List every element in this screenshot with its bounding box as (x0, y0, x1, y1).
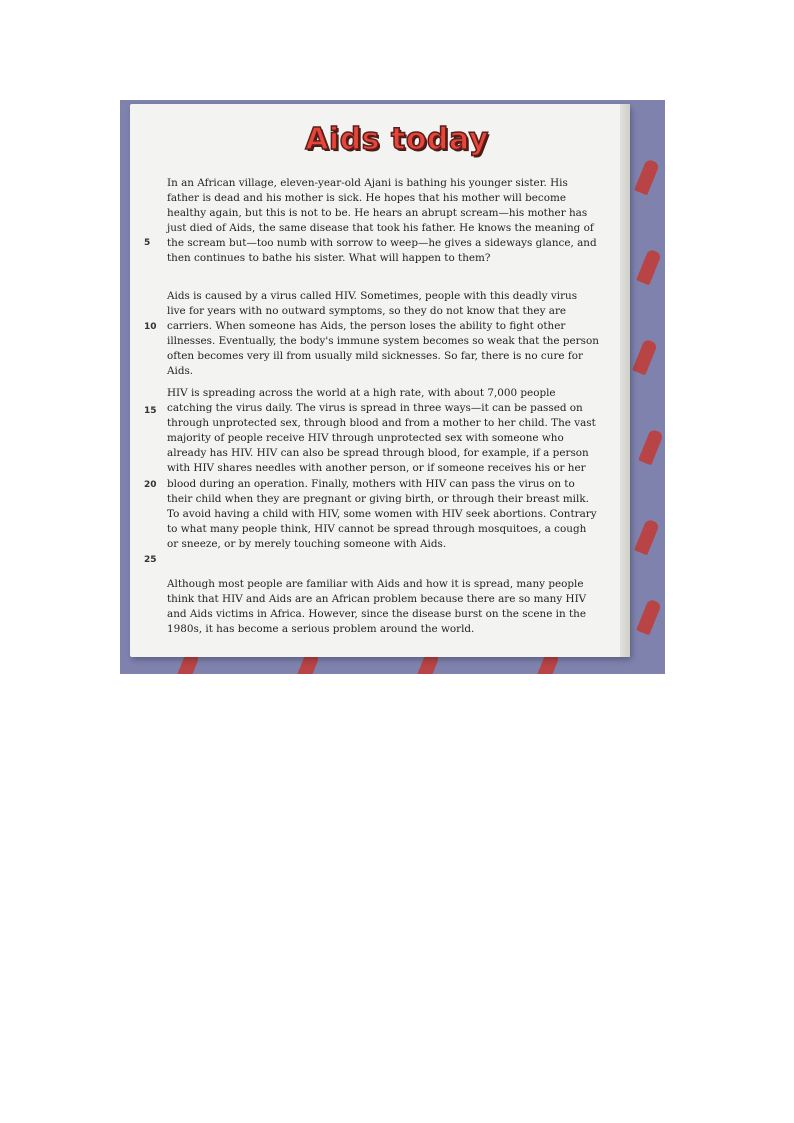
page-title: Aids today (305, 122, 489, 157)
ribbon-decoration (634, 519, 660, 556)
paragraph-1 (167, 176, 599, 267)
line-number: 15 (144, 406, 157, 416)
ribbon-decoration (638, 429, 664, 466)
paragraph-text: HIV is spreading across the world at a high rate, with about 7,000 people catching the virus daily. The virus is spread in three ways—it can be passed on through unprotected sex, through blood and from a mother to her child. The vast majority of people receive HIV through unprotected sex with someone who already has HIV. HIV can also be spread through blood, for example, if a person with HIV shares needles with another person, or if someone receives his or her blood during an operation. Finally, mothers with HIV can pass the virus on to their child when they are pregnant or giving birth, or through their breast milk. To avoid having a child with HIV, some women with HIV seek abortions. Contrary to what many people think, HIV cannot be spread through mosquitoes, a cough or sneeze, or by merely touching someone with Aids. (167, 387, 597, 550)
paragraph-4 (167, 577, 599, 637)
paragraph-text: In an African village, eleven-year-old Ajani is bathing his younger sister. His father is dead and his mother is sick. He hopes that his mother will become healthy again, but this is not to be. He hears an abrupt scream—his mother has just died of Aids, the same disease that took his father. He knows the meaning of the scream but—too numb with sorrow to weep—he gives a sideways glance, and then continues to bathe his sister. What will happen to them? (167, 177, 597, 265)
ribbon-decoration (636, 249, 662, 286)
ribbon-decoration (634, 159, 660, 196)
paragraph-text: Aids is caused by a virus called HIV. Sometimes, people with this deadly virus live for years with no outward symptoms, so they do not know that they are carriers. When someone has Aids, the person loses the ability to fight other illnesses. Eventually, the body's immune system becomes so weak that the person often becomes very ill from usually mild sicknesses. So far, there is no cure for Aids. (167, 290, 599, 378)
line-number: 25 (144, 555, 157, 565)
page-edge (620, 104, 630, 657)
ribbon-decoration (636, 599, 662, 636)
ribbon-decoration (632, 339, 658, 376)
line-number: 10 (144, 322, 157, 332)
paragraph-text: Although most people are familiar with Aids and how it is spread, many people think that HIV and Aids are an African problem because there are so many HIV and Aids victims in Africa. However, since the disease burst on the scene in the 1980s, it has become a serious problem around the world. (167, 578, 587, 636)
paragraph-3 (167, 386, 599, 552)
line-number: 20 (144, 480, 157, 490)
paragraph-2 (167, 289, 599, 380)
line-number: 5 (144, 238, 151, 248)
